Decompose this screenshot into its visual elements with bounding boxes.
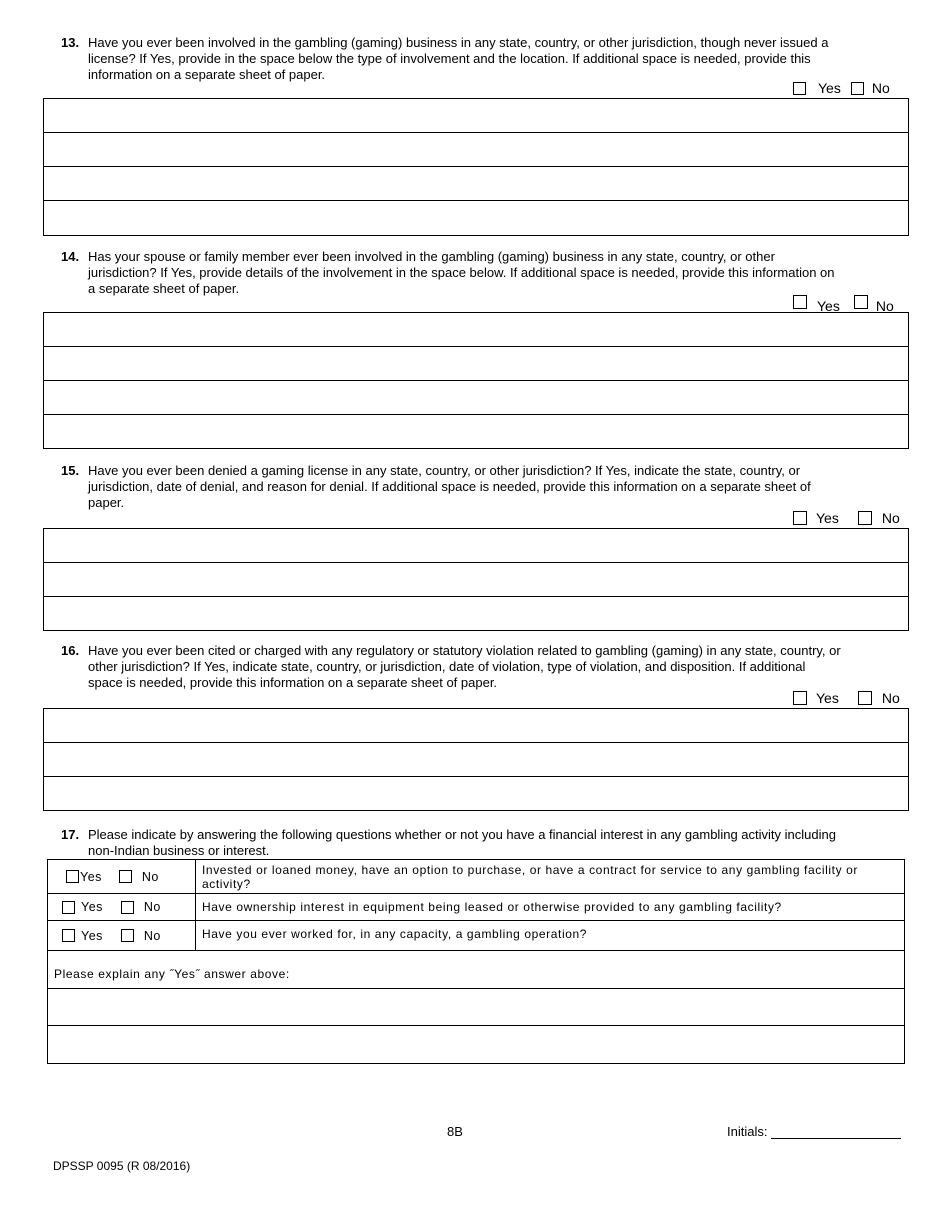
explain-line[interactable]: [48, 989, 904, 1026]
question-number: 15.: [61, 463, 80, 478]
answer-line[interactable]: [44, 381, 908, 415]
answer-line[interactable]: [44, 201, 908, 235]
yes-no-group: [793, 290, 894, 314]
no-checkbox[interactable]: [851, 82, 864, 95]
explain-line[interactable]: [48, 1026, 904, 1063]
answer-line[interactable]: [44, 743, 908, 777]
no-checkbox[interactable]: [858, 691, 872, 705]
yes-no-group: [793, 510, 900, 526]
yes-label: Yes: [80, 869, 102, 884]
explain-row: [48, 951, 904, 989]
yes-no-cell: [48, 921, 196, 950]
question-text: Has your spouse or family member ever been involved in the gambling (gaming) business in any state, country, or other jurisdiction? If Yes, provide details of the involvement in the space below. If additional space is needed, provide this information on a separate sheet of paper.: [88, 249, 835, 296]
no-label: No: [871, 80, 890, 96]
yes-label: Yes: [816, 510, 839, 526]
yes-checkbox[interactable]: [793, 82, 806, 95]
question-text: Have you ever been cited or charged with any regulatory or statutory violation related to gambling (gaming) in any state, country, or other jurisdiction? If Yes, indicate state, country, or jurisdiction, date of violation, type of violation, and disposition. If additional space is needed, provide this information on a separate sheet of paper.: [88, 643, 841, 690]
form-number: DPSSP 0095 (R 08/2016): [53, 1159, 191, 1173]
no-label: No: [143, 928, 161, 943]
initials-label: Initials:: [727, 1124, 768, 1139]
yes-checkbox[interactable]: [62, 929, 75, 942]
question-text: Have you ever been involved in the gambling (gaming) business in any state, country, or other jurisdiction, though never issued a license? If Yes, provide in the space below the type of involvement and the location. If additional space is needed, provide this information on a separate sheet of paper.: [88, 35, 829, 82]
no-checkbox[interactable]: [121, 929, 134, 942]
yes-no-group: [793, 80, 890, 96]
answer-line[interactable]: [44, 563, 908, 597]
question-number: 16.: [61, 643, 80, 658]
no-checkbox[interactable]: [854, 295, 868, 309]
yes-no-cell: [48, 894, 196, 920]
no-checkbox[interactable]: [119, 870, 132, 883]
initials-line[interactable]: [771, 1124, 901, 1139]
yes-checkbox[interactable]: [793, 295, 807, 309]
no-label: No: [875, 298, 894, 314]
yes-label: Yes: [817, 298, 840, 314]
question-text: Please indicate by answering the following questions whether or not you have a financial interest in any gambling activity including non-Indian business or interest.: [88, 827, 836, 858]
no-label: No: [143, 900, 161, 914]
answer-box: [43, 528, 909, 631]
answer-line[interactable]: [44, 347, 908, 381]
yes-label: Yes: [81, 900, 103, 914]
yes-checkbox[interactable]: [62, 901, 75, 914]
answer-box: [43, 98, 909, 236]
question-number: 13.: [61, 35, 80, 50]
financial-interest-table: [47, 859, 905, 1064]
no-label: No: [881, 690, 900, 706]
answer-line[interactable]: [44, 313, 908, 347]
yes-label: Yes: [816, 690, 839, 706]
table-row: [48, 860, 904, 894]
yes-checkbox[interactable]: [793, 511, 807, 525]
answer-line[interactable]: [44, 415, 908, 449]
answer-line[interactable]: [44, 777, 908, 811]
question-text: Have ownership interest in equipment being leased or otherwise provided to any gambling facility?: [202, 900, 782, 914]
question-number: 17.: [61, 827, 80, 842]
yes-checkbox[interactable]: [793, 691, 807, 705]
no-checkbox[interactable]: [858, 511, 872, 525]
yes-no-cell: [48, 860, 196, 893]
page-number: 8B: [447, 1124, 463, 1139]
answer-line[interactable]: [44, 167, 908, 201]
question-text: Have you ever been denied a gaming license in any state, country, or other jurisdiction? If Yes, indicate the state, country, or jurisdiction, date of denial, and reason for denial. If additional space is needed, provide this information on a separate sheet of paper.: [88, 463, 811, 510]
question-number: 14.: [61, 249, 80, 264]
initials-field: [727, 1124, 901, 1139]
answer-line[interactable]: [44, 133, 908, 167]
answer-line[interactable]: [44, 709, 908, 743]
answer-box: [43, 708, 909, 811]
yes-checkbox[interactable]: [66, 870, 79, 883]
answer-line[interactable]: [44, 597, 908, 631]
no-label: No: [141, 869, 159, 884]
table-row: [48, 894, 904, 921]
yes-label: Yes: [818, 80, 841, 96]
table-row: [48, 921, 904, 951]
yes-label: Yes: [81, 928, 103, 943]
answer-line[interactable]: [44, 99, 908, 133]
no-label: No: [881, 510, 900, 526]
answer-box: [43, 312, 909, 449]
explain-label: Please explain any ˝Yes˝ answer above:: [54, 967, 290, 981]
no-checkbox[interactable]: [121, 901, 134, 914]
question-text: Have you ever worked for, in any capacity, a gambling operation?: [202, 927, 588, 941]
question-text: Invested or loaned money, have an option to purchase, or have a contract for service to any gambling facility or activity?: [202, 863, 858, 891]
answer-line[interactable]: [44, 529, 908, 563]
yes-no-group: [793, 690, 900, 706]
